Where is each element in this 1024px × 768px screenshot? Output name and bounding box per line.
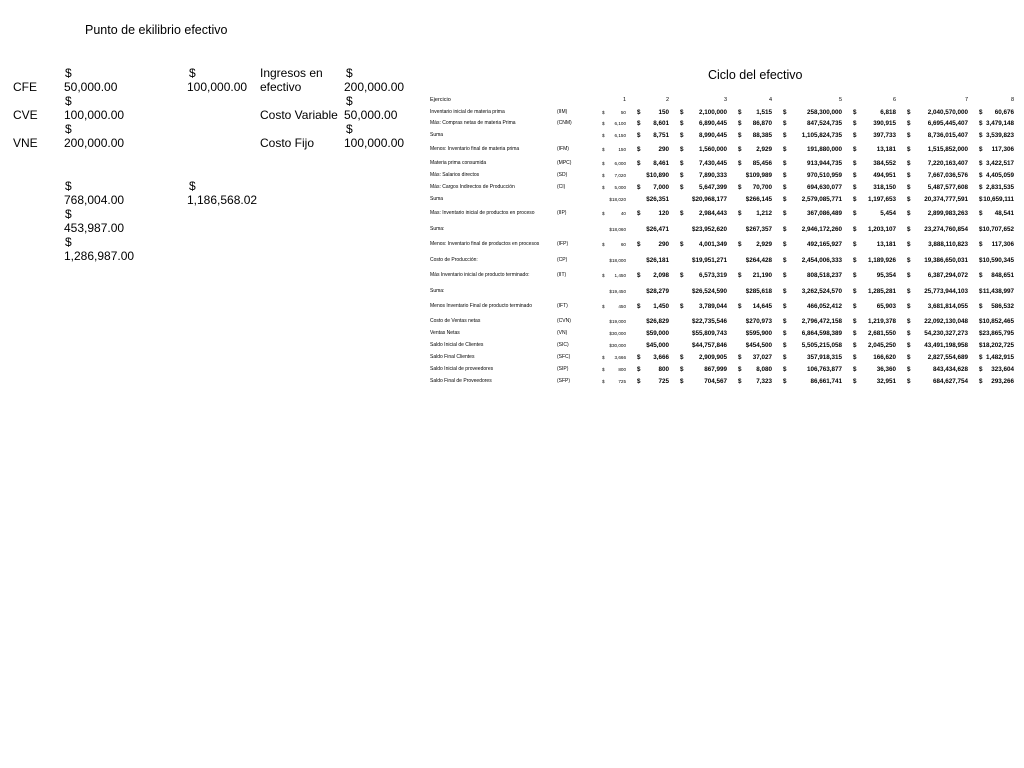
row-code: (MPC) xyxy=(557,159,572,166)
year-7-value: $ 843,434,628 xyxy=(907,365,968,373)
year-1-value: $ 725 xyxy=(602,378,626,384)
year-2-value: $26,829 xyxy=(646,317,669,325)
year-2-value: $ 800 xyxy=(637,365,669,373)
year-1-value: $ 60 xyxy=(602,242,626,247)
year-5-value: $ 258,300,000 xyxy=(783,108,842,116)
year-7-value: $ 23,274,760,854 xyxy=(907,225,968,233)
year-4-value: $ 37,027 xyxy=(738,353,772,361)
year-8-value: $ 18,202,725 xyxy=(979,341,1015,349)
year-header-5: 5 xyxy=(838,96,842,103)
year-5-value: $ 191,880,000 xyxy=(783,145,842,153)
table-row xyxy=(430,315,1020,327)
year-3-value: $ 6,573,319 xyxy=(680,272,727,279)
row-code: (CVN) xyxy=(557,317,571,324)
year-4-value: $ 7,323 xyxy=(738,377,772,385)
year-4-value: $ 21,190 xyxy=(738,272,772,279)
year-2-value: $26,181 xyxy=(646,256,669,264)
year-3-value: $ 1,560,000 xyxy=(680,145,727,153)
year-5-value: $ 466,052,412 xyxy=(783,303,842,310)
year-7-value: $ 8,736,015,407 xyxy=(907,131,968,139)
year-7-value: $ 7,220,163,407 xyxy=(907,159,968,167)
row-label: Inventario inicial de materia prima xyxy=(430,108,505,115)
lower-value-2: 453,987.00 xyxy=(64,221,125,235)
year-4-value: $270,973 xyxy=(745,317,772,325)
year-3-value: $26,524,590 xyxy=(691,287,727,295)
year-7-value: $ 1,515,852,000 xyxy=(907,145,968,153)
table-row xyxy=(430,141,1020,157)
costo-fijo-value: 100,000.00 xyxy=(344,136,405,150)
table-row xyxy=(430,298,1020,315)
year-5-value: $ 357,918,315 xyxy=(783,353,842,361)
row-label: Suma: xyxy=(430,225,445,232)
table-row xyxy=(430,205,1020,222)
year-2-value: $ 150 xyxy=(637,108,669,116)
row-label: Más: Compras netas de materia Prima xyxy=(430,120,516,126)
year-1-value: $19,450 xyxy=(609,288,626,294)
year-3-value: $ 6,890,445 xyxy=(680,120,727,127)
row-code: (IIM) xyxy=(557,108,568,115)
year-2-value: $28,279 xyxy=(646,287,669,295)
year-8-value: $ 117,306 xyxy=(979,145,1015,153)
year-3-value: $44,757,846 xyxy=(691,341,727,349)
table-row xyxy=(430,253,1020,267)
year-7-value: $ 20,374,777,591 xyxy=(907,195,968,203)
year-2-value: $ 1,450 xyxy=(637,303,669,310)
year-8-value: $ 4,405,059 xyxy=(979,171,1015,179)
ingresos-label-line2: efectivo xyxy=(260,80,302,94)
year-6-value: $ 2,045,250 xyxy=(853,341,896,349)
year-3-value: $ 4,001,349 xyxy=(680,241,727,248)
year-6-value: $ 2,681,550 xyxy=(853,329,896,337)
year-8-value: $ 1,482,915 xyxy=(979,353,1015,361)
row-label: Costo de Ventas netas xyxy=(430,317,481,324)
year-6-value: $ 5,454 xyxy=(853,210,896,217)
table-row xyxy=(430,267,1020,284)
cve-dollar: $ xyxy=(65,94,72,108)
year-8-value: $ 11,438,997 xyxy=(979,287,1015,295)
year-5-value: $ 694,630,077 xyxy=(783,183,842,191)
year-5-value: $ 847,524,735 xyxy=(783,120,842,127)
year-3-value: $ 2,984,443 xyxy=(680,210,727,217)
table-row xyxy=(430,339,1020,351)
year-1-value: $ 40 xyxy=(602,211,626,216)
year-1-value: $ 6,000 xyxy=(602,160,626,166)
year-2-value: $ 8,751 xyxy=(637,131,669,139)
year-5-value: $ 5,505,215,058 xyxy=(783,341,842,349)
year-5-value: $ 3,262,524,570 xyxy=(783,287,842,295)
year-8-value: $ 10,590,345 xyxy=(979,256,1015,264)
table-row xyxy=(430,363,1020,375)
year-7-value: $ 5,487,577,608 xyxy=(907,183,968,191)
cve-value: 100,000.00 xyxy=(64,108,125,122)
year-6-value: $ 13,181 xyxy=(853,241,896,248)
year-4-value: $ 85,456 xyxy=(738,159,772,167)
year-5-value: $ 913,944,735 xyxy=(783,159,842,167)
row-code: (IFM) xyxy=(557,145,569,152)
row-code: (VN) xyxy=(557,329,568,336)
year-4-value: $ 70,700 xyxy=(738,183,772,191)
year-4-value: $109,989 xyxy=(745,171,772,179)
row-label: Saldo Final de Proveedores xyxy=(430,377,492,384)
year-header-8: 8 xyxy=(1010,96,1015,103)
costo-fijo-dollar: $ xyxy=(346,122,353,136)
year-2-value: $ 290 xyxy=(637,145,669,153)
year-6-value: $ 1,219,378 xyxy=(853,317,896,325)
year-2-value: $ 8,461 xyxy=(637,159,669,167)
row-label: Saldo Final Clientes xyxy=(430,353,475,360)
year-1-value: $ 800 xyxy=(602,366,626,372)
row-label: Costo de Producción: xyxy=(430,256,478,263)
table-row xyxy=(430,236,1020,253)
row-label: Suma: xyxy=(430,287,445,294)
year-4-value: $266,145 xyxy=(745,195,772,203)
year-4-value: $ 1,515 xyxy=(738,108,772,116)
row-label: Menos Inventario Final de producto terminado xyxy=(430,303,533,309)
year-7-value: $ 6,695,445,407 xyxy=(907,120,968,127)
year-header-7: 7 xyxy=(964,96,968,103)
year-6-value: $ 65,903 xyxy=(853,303,896,310)
row-code xyxy=(557,129,597,141)
year-8-value: $ 23,865,795 xyxy=(979,329,1015,337)
row-label: Suma xyxy=(430,195,444,202)
year-1-value: $19,000 xyxy=(609,318,626,324)
table-row xyxy=(430,106,1020,118)
year-1-value: $ 6,150 xyxy=(602,132,626,138)
year-4-value: $ 14,645 xyxy=(738,303,772,310)
year-3-value: $ 5,647,399 xyxy=(680,183,727,191)
ingresos-label-line1: Ingresos en xyxy=(260,66,323,80)
row-code: (SFC) xyxy=(557,353,571,360)
year-2-value: $59,000 xyxy=(646,329,669,337)
year-3-value: $ 2,100,000 xyxy=(680,108,727,116)
year-2-value: $26,471 xyxy=(646,225,669,233)
year-4-value: $595,900 xyxy=(745,329,772,337)
year-7-value: $ 684,627,754 xyxy=(907,377,968,385)
year-8-value: $ 10,659,111 xyxy=(979,195,1015,203)
year-4-value: $ 86,870 xyxy=(738,120,772,127)
year-3-value: $ 7,890,333 xyxy=(680,171,727,179)
year-2-value: $ 290 xyxy=(637,241,669,248)
page-title: Punto de ekilibrio efectivo xyxy=(85,23,228,37)
row-label: Mas: Inventario inicial de productos en proceso xyxy=(430,210,535,216)
year-6-value: $ 1,189,926 xyxy=(853,256,896,264)
year-5-value: $ 2,796,472,158 xyxy=(783,317,842,325)
year-6-value: $ 95,354 xyxy=(853,272,896,279)
year-6-value: $ 166,620 xyxy=(853,353,896,361)
year-4-value: $ 1,212 xyxy=(738,210,772,217)
year-1-value: $18,020 xyxy=(609,196,626,202)
lower-dollar-1b: $ xyxy=(189,179,196,193)
table-row xyxy=(430,351,1020,363)
year-5-value: $ 2,946,172,260 xyxy=(783,225,842,233)
year-2-value: $ 3,666 xyxy=(637,353,669,361)
year-2-value: $ 725 xyxy=(637,377,669,385)
table-row xyxy=(430,129,1020,141)
table-row xyxy=(430,118,1020,129)
year-3-value: $23,952,620 xyxy=(691,225,727,233)
costo-fijo-label: Costo Fijo xyxy=(260,136,315,150)
year-1-value: $ 5,000 xyxy=(602,184,626,190)
year-2-value: $10,890 xyxy=(646,171,669,179)
year-3-value: $ 867,999 xyxy=(680,365,727,373)
year-7-value: $ 3,888,110,823 xyxy=(907,241,968,248)
year-7-value: $ 43,491,198,958 xyxy=(907,341,968,349)
table-row xyxy=(430,327,1020,339)
row-code: (SIC) xyxy=(557,341,569,348)
lower-value-1: 768,004.00 xyxy=(64,193,125,207)
lower-value-1b: 1,186,568.02 xyxy=(187,193,258,207)
year-6-value: $ 36,360 xyxy=(853,365,896,373)
year-8-value: $ 117,306 xyxy=(979,241,1015,248)
year-5-value: $ 808,518,237 xyxy=(783,272,842,279)
row-code: (SFP) xyxy=(557,377,571,384)
year-2-value: $26,351 xyxy=(646,195,669,203)
year-1-value: $ 3,666 xyxy=(602,354,626,360)
year-2-value: $ 2,098 xyxy=(637,272,669,279)
costo-variable-dollar: $ xyxy=(346,94,353,108)
year-3-value: $20,968,177 xyxy=(691,195,727,203)
year-7-value: $ 2,827,554,689 xyxy=(907,353,968,361)
year-6-value: $ 32,951 xyxy=(853,377,896,385)
year-header-2: 2 xyxy=(665,96,669,103)
year-1-value: $30,000 xyxy=(609,342,626,348)
year-8-value: $ 293,266 xyxy=(979,377,1015,385)
year-5-value: $ 2,454,006,333 xyxy=(783,256,842,264)
year-3-value: $22,735,546 xyxy=(691,317,727,325)
year-header-4: 4 xyxy=(768,96,772,103)
lower-value-3: 1,286,987.00 xyxy=(64,249,135,263)
vne-label: VNE xyxy=(13,136,38,150)
year-3-value: $19,951,271 xyxy=(691,256,727,264)
row-code: (SIP) xyxy=(557,365,569,372)
row-code: (IIT) xyxy=(557,272,567,278)
year-1-value: $18,060 xyxy=(609,226,626,232)
year-8-value: $ 3,479,148 xyxy=(979,120,1015,127)
year-7-value: $ 2,040,570,000 xyxy=(907,108,968,116)
year-1-value: $ 6,100 xyxy=(602,121,626,126)
row-code xyxy=(557,284,597,298)
costo-variable-label: Costo Variable xyxy=(260,108,338,122)
year-5-value: $ 106,763,877 xyxy=(783,365,842,373)
year-2-value: $45,000 xyxy=(646,341,669,349)
row-label: Materia prima consumida xyxy=(430,159,487,166)
year-2-value: $ 7,000 xyxy=(637,183,669,191)
year-1-value: $ 1,450 xyxy=(602,273,626,278)
year-7-value: $ 6,387,294,072 xyxy=(907,272,968,279)
year-header-3: 3 xyxy=(723,96,727,103)
year-8-value: $ 586,532 xyxy=(979,303,1015,310)
cfe-value-2: 100,000.00 xyxy=(187,80,248,94)
table-row xyxy=(430,284,1020,298)
year-1-value: $ 50 xyxy=(602,109,626,115)
year-7-value: $ 22,092,130,048 xyxy=(907,317,968,325)
table-header-row xyxy=(430,94,1020,106)
year-2-value: $ 8,601 xyxy=(637,120,669,127)
year-2-value: $ 120 xyxy=(637,210,669,217)
year-7-value: $ 3,681,814,055 xyxy=(907,303,968,310)
row-label: Más: Salarios directos xyxy=(430,171,480,178)
row-code: (CP) xyxy=(557,256,568,263)
year-5-value: $ 970,510,959 xyxy=(783,171,842,179)
year-8-value: $ 48,541 xyxy=(979,210,1015,217)
year-5-value: $ 492,165,927 xyxy=(783,241,842,248)
year-6-value: $ 318,150 xyxy=(853,183,896,191)
year-4-value: $ 8,080 xyxy=(738,365,772,373)
year-header-1: 1 xyxy=(622,96,626,103)
year-5-value: $ 6,864,598,389 xyxy=(783,329,842,337)
year-3-value: $ 704,567 xyxy=(680,377,727,385)
row-label: Más Inventario inicial de producto terminado: xyxy=(430,272,530,278)
year-3-value: $ 3,789,044 xyxy=(680,303,727,310)
table-row xyxy=(430,169,1020,181)
row-code: (SD) xyxy=(557,171,568,178)
year-4-value: $454,500 xyxy=(745,341,772,349)
costo-variable-value: 50,000.00 xyxy=(344,108,398,122)
vne-dollar: $ xyxy=(65,122,72,136)
row-code: (IFP) xyxy=(557,241,569,247)
row-label: Suma xyxy=(430,131,444,138)
header-label: Ejercicio xyxy=(430,96,451,103)
year-1-value: $18,000 xyxy=(609,257,626,263)
year-3-value: $ 2,909,905 xyxy=(680,353,727,361)
table-row xyxy=(430,193,1020,205)
year-7-value: $ 2,899,983,263 xyxy=(907,210,968,217)
table-row xyxy=(430,157,1020,169)
row-label: Más: Cargos Indirectos de Producción xyxy=(430,183,515,190)
row-code: (IFT) xyxy=(557,303,568,309)
year-7-value: $ 19,386,650,031 xyxy=(907,256,968,264)
year-6-value: $ 1,203,107 xyxy=(853,225,896,233)
year-8-value: $ 3,539,823 xyxy=(979,131,1015,139)
lower-dollar-3: $ xyxy=(65,235,72,249)
row-label: Ventas Netas xyxy=(430,329,460,336)
year-6-value: $ 390,915 xyxy=(853,120,896,127)
year-6-value: $ 384,552 xyxy=(853,159,896,167)
row-label: Menos: Inventario final de materia prima xyxy=(430,145,520,152)
year-7-value: $ 25,773,944,103 xyxy=(907,287,968,295)
year-6-value: $ 1,197,653 xyxy=(853,195,896,203)
year-8-value: $ 10,707,652 xyxy=(979,225,1015,233)
row-label: Saldo Inicial de proveedores xyxy=(430,365,494,372)
year-1-value: $ 7,020 xyxy=(602,172,626,178)
row-code: (CI) xyxy=(557,183,566,190)
year-5-value: $ 367,086,489 xyxy=(783,210,842,217)
cfe-value: 50,000.00 xyxy=(64,80,118,94)
year-6-value: $ 1,285,281 xyxy=(853,287,896,295)
cfe-label: CFE xyxy=(13,80,37,94)
cash-cycle-table xyxy=(430,94,1020,387)
year-4-value: $ 88,385 xyxy=(738,131,772,139)
year-8-value: $ 2,831,535 xyxy=(979,183,1015,191)
year-4-value: $ 2,929 xyxy=(738,145,772,153)
year-1-value: $ 450 xyxy=(602,304,626,309)
table-row xyxy=(430,222,1020,236)
cfe-dollar-2: $ xyxy=(189,66,196,80)
year-8-value: $ 848,651 xyxy=(979,272,1015,279)
year-7-value: $ 54,230,327,273 xyxy=(907,329,968,337)
year-3-value: $ 8,990,445 xyxy=(680,131,727,139)
ingresos-dollar: $ xyxy=(346,66,353,80)
row-code xyxy=(557,193,597,205)
row-label: Saldo Inicial de Clientes xyxy=(430,341,484,348)
lower-dollar-2: $ xyxy=(65,207,72,221)
table-row xyxy=(430,181,1020,193)
row-code xyxy=(557,222,597,236)
ingresos-value: 200,000.00 xyxy=(344,80,405,94)
row-code: (IIP) xyxy=(557,210,567,216)
year-5-value: $ 1,105,824,735 xyxy=(783,131,842,139)
year-7-value: $ 7,667,036,576 xyxy=(907,171,968,179)
year-5-value: $ 86,661,741 xyxy=(783,377,842,385)
year-header-6: 6 xyxy=(892,96,896,103)
year-8-value: $ 60,676 xyxy=(979,108,1015,116)
year-6-value: $ 494,951 xyxy=(853,171,896,179)
cash-cycle-title: Ciclo del efectivo xyxy=(708,68,803,82)
row-code: (CNM) xyxy=(557,120,572,126)
year-4-value: $ 2,929 xyxy=(738,241,772,248)
year-5-value: $ 2,579,085,771 xyxy=(783,195,842,203)
year-3-value: $55,809,743 xyxy=(691,329,727,337)
year-4-value: $264,428 xyxy=(745,256,772,264)
year-6-value: $ 397,733 xyxy=(853,131,896,139)
year-8-value: $ 10,852,465 xyxy=(979,317,1015,325)
year-3-value: $ 7,430,445 xyxy=(680,159,727,167)
year-6-value: $ 6,818 xyxy=(853,108,896,116)
year-4-value: $285,618 xyxy=(745,287,772,295)
cve-label: CVE xyxy=(13,108,38,122)
year-4-value: $267,357 xyxy=(745,225,772,233)
lower-dollar-1: $ xyxy=(65,179,72,193)
table-row xyxy=(430,375,1020,387)
cfe-dollar: $ xyxy=(65,66,72,80)
year-1-value: $ 150 xyxy=(602,146,626,152)
year-1-value: $30,000 xyxy=(609,330,626,336)
vne-value: 200,000.00 xyxy=(64,136,125,150)
row-label: Menos: Inventario final de productos en procesos xyxy=(430,241,540,247)
year-8-value: $ 3,422,517 xyxy=(979,159,1015,167)
year-6-value: $ 13,181 xyxy=(853,145,896,153)
year-8-value: $ 323,604 xyxy=(979,365,1015,373)
